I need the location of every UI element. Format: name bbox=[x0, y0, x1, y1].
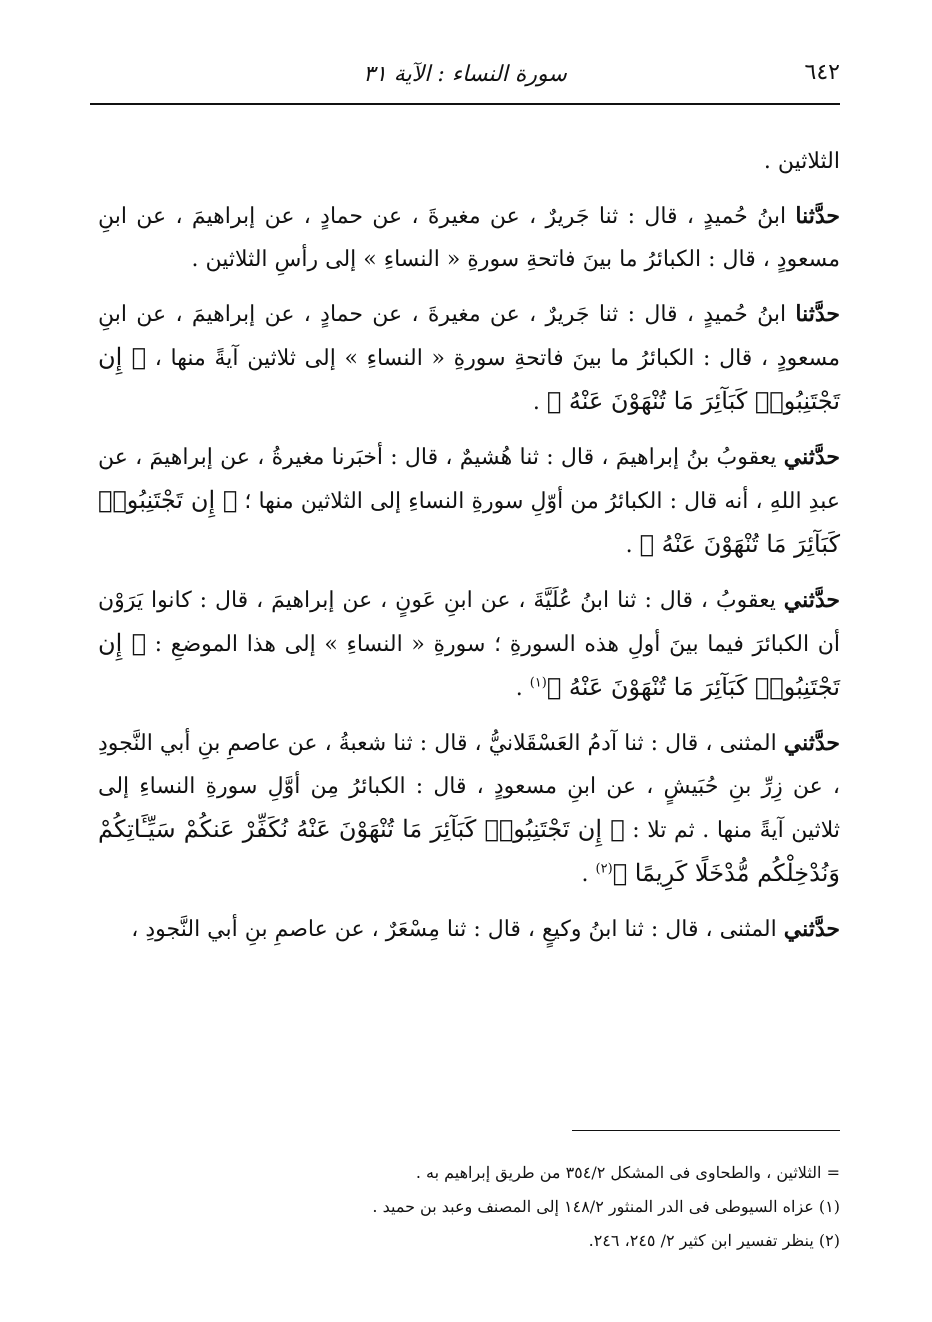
paragraph-end: . bbox=[581, 862, 596, 887]
quran-quote: ﴿ إِن تَجْتَنِبُوا۟ كَبَآئِرَ مَا تُنْهَوْنَ عَنْهُ ﴾ bbox=[98, 343, 840, 415]
paragraph-text: المثنى ، قال : ثنا ابنُ وكيعٍ ، قال : ثنا مِسْعَرٌ ، عن عاصمِ بنِ أبي النَّجودِ ، bbox=[131, 917, 784, 942]
paragraph-end: . bbox=[515, 676, 530, 701]
paragraph bbox=[98, 140, 840, 183]
header-rule bbox=[90, 103, 840, 105]
isnad-lead: حدَّثنا bbox=[795, 301, 840, 327]
footnote-marker[interactable]: (١) bbox=[529, 675, 547, 691]
isnad-lead: حدَّثني bbox=[783, 916, 840, 942]
paragraph bbox=[98, 722, 840, 896]
paragraph bbox=[98, 436, 840, 567]
paragraph bbox=[98, 293, 840, 424]
footnote-rule bbox=[572, 1130, 840, 1131]
quran-quote: ﴿ إِن تَجْتَنِبُوا۟ كَبَآئِرَ مَا تُنْهَوْنَ عَنْهُ ﴾ bbox=[98, 486, 840, 558]
isnad-lead: حدَّثنا bbox=[795, 203, 840, 229]
paragraph-text: المثنى ، قال : ثنا آدمُ العَسْقَلانيُّ ، قال : ثنا شعبةُ ، عن عاصمِ بنِ أبي النَّجودِ ، عن زِرِّ بنِ حُبَيشٍ ، عن ابنِ مسعودٍ ، قال : الكبائرُ مِن أوَّلِ سورةِ النساءِ إلى ثلاثين آيةً منها . ثم تلا : bbox=[98, 731, 841, 843]
isnad-lead: حدَّثني bbox=[783, 587, 840, 613]
paragraph-text: ابنُ حُميدٍ ، قال : ثنا جَريرٌ ، عن مغيرةَ ، عن حمادٍ ، عن إبراهيمَ ، عن ابنِ مسعودٍ ، قال : الكبائرُ ما بينَ فاتحةِ سورةِ « النساءِ » إلى ثلاثين آيةً منها ، bbox=[98, 302, 840, 371]
quran-quote: ﴿ إِن تَجْتَنِبُوا۟ كَبَآئِرَ مَا تُنْهَوْنَ عَنْهُ نُكَفِّرْ عَنكُمْ سَيِّـَٔاتِكُمْ وَنُدْخِلْكُم مُّدْخَلًا كَرِيمًا ﴾ bbox=[98, 815, 840, 887]
paragraph-end: . bbox=[532, 390, 547, 415]
paragraph bbox=[98, 908, 840, 951]
footnote-2: (٢) ينظر تفسير ابن كثير ٢/ ٢٤٥، ٢٤٦. bbox=[588, 1231, 840, 1250]
paragraph bbox=[98, 195, 840, 281]
paragraph-text: يعقوبُ بنُ إبراهيمَ ، قال : ثنا هُشيمٌ ، قال : أخبَرنا مغيرةُ ، عن إبراهيمَ ، عن عبدِ اللهِ ، أنه قال : الكبائرُ من أوّلِ سورةِ النساءِ إلى الثلاثين منها ؛ bbox=[98, 445, 840, 514]
paragraph-end: . bbox=[625, 533, 640, 558]
main-text bbox=[98, 140, 840, 963]
paragraph-text: ابنُ حُميدٍ ، قال : ثنا جَريرٌ ، عن مغيرةَ ، عن حمادٍ ، عن إبراهيمَ ، عن ابنِ مسعودٍ ، قال : الكبائرُ ما بينَ فاتحةِ سورةِ « النساءِ » إلى رأسِ الثلاثين . bbox=[98, 204, 840, 272]
page-number: ٦٤٢ bbox=[804, 60, 840, 85]
running-head bbox=[90, 56, 840, 92]
isnad-lead: حدَّثني bbox=[783, 730, 840, 756]
quran-quote: ﴿ إِن تَجْتَنِبُوا۟ كَبَآئِرَ مَا تُنْهَوْنَ عَنْهُ ﴾ bbox=[98, 629, 840, 701]
footnote-marker[interactable]: (٢) bbox=[595, 861, 613, 877]
paragraph-text: الثلاثين . bbox=[763, 149, 840, 174]
footnotes bbox=[98, 1156, 840, 1258]
footnote-1: (١) عزاه السيوطى فى الدر المنثور ١٤٨/٢ إلى المصنف وعبد بن حميد . bbox=[372, 1197, 840, 1216]
isnad-lead: حدَّثني bbox=[783, 444, 840, 470]
paragraph-text: يعقوبُ ، قال : ثنا ابنُ عُلَيَّةَ ، عن ابنِ عَونٍ ، عن إبراهيمَ ، قال : كانوا يَرَوْن أن الكبائرَ فيما بينَ أولِ هذه السورةِ ؛ سورةِ « النساءِ » إلى هذا الموضعِ : bbox=[98, 588, 840, 657]
paragraph bbox=[98, 579, 840, 710]
running-title: سورة النساء : الآية ٣١ bbox=[363, 61, 567, 87]
footnote-continuation: = الثلاثين ، والطحاوى فى المشكل ٣٥٤/٢ من طريق إبراهيم به . bbox=[415, 1163, 840, 1182]
